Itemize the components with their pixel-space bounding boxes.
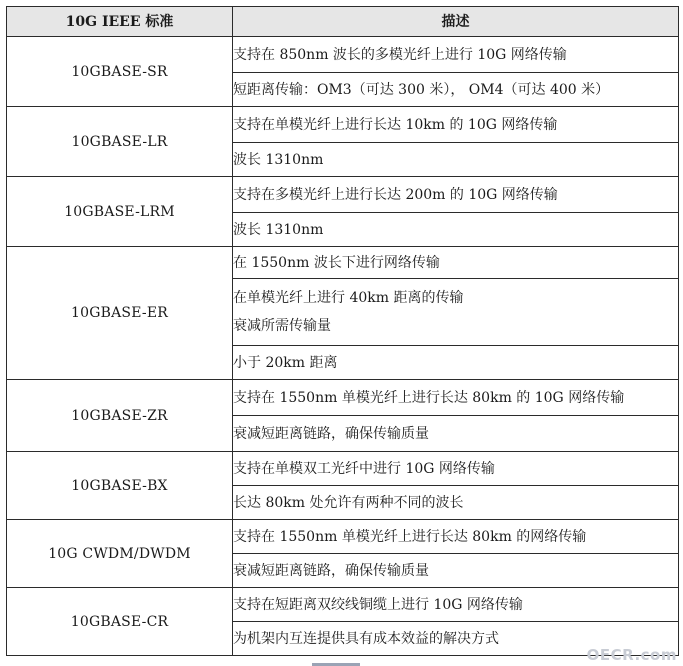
standard-cell: 10GBASE-CR [7, 588, 233, 656]
table-row [7, 380, 679, 416]
description-text: 在单模光纤上进行 40km 距离的传输 [233, 290, 464, 306]
standard-cell: 10GBASE-BX [7, 452, 233, 520]
description-text: 支持在 850nm 波长的多模光纤上进行 10G 网络传输 [233, 46, 567, 63]
description-text: 为机架内互连提供具有成本效益的解决方式 [233, 630, 499, 647]
description-text: 支持在单模双工光纤中进行 10G 网络传输 [233, 460, 495, 477]
table-header-row [7, 7, 679, 37]
description-text: 支持在单模光纤上进行长达 10km 的 10G 网络传输 [233, 116, 558, 133]
description-text: 支持在 1550nm 单模光纤上进行长达 80km 的 10G 网络传输 [233, 389, 625, 406]
description-text: 波长 1310nm [233, 151, 324, 168]
description-text: 支持在短距离双绞线铜缆上进行 10G 网络传输 [233, 596, 523, 613]
description-cell [233, 520, 679, 554]
description-cell [233, 486, 679, 520]
description-cell [233, 279, 679, 346]
description-text: 长达 80km 处允许有两种不同的波长 [233, 494, 464, 511]
table-row [7, 520, 679, 554]
standard-cell: 10GBASE-ER [7, 247, 233, 380]
spec-document [6, 6, 678, 660]
header-standard: 10G IEEE 标准 [7, 7, 233, 37]
description-cell [233, 554, 679, 588]
table-body [7, 37, 679, 656]
description-text: 支持在 1550nm 单模光纤上进行长达 80km 的网络传输 [233, 528, 587, 545]
description-cell [233, 380, 679, 416]
standard-cell: 10GBASE-LRM [7, 177, 233, 247]
description-text: 衰减所需传输量 [233, 318, 331, 334]
description-cell [233, 452, 679, 486]
description-cell [233, 588, 679, 622]
description-text: 衰减短距离链路，确保传输质量 [233, 562, 429, 579]
description-cell [233, 346, 679, 380]
description-cell [233, 107, 679, 143]
ieee-10g-standards-table [6, 6, 679, 656]
table-row [7, 588, 679, 622]
description-text: 衰减短距离链路，确保传输质量 [233, 425, 429, 442]
description-text: 小于 20km 距离 [233, 354, 338, 371]
description-text: 支持在多模光纤上进行长达 200m 的 10G 网络传输 [233, 186, 558, 203]
standard-cell: 10GBASE-SR [7, 37, 233, 107]
description-cell [233, 73, 679, 107]
description-cell [233, 143, 679, 177]
description-cell [233, 416, 679, 452]
table-row [7, 177, 679, 213]
table-row [7, 37, 679, 73]
description-text: 波长 1310nm [233, 221, 324, 238]
description-text: 在 1550nm 波长下进行网络传输 [233, 254, 440, 271]
standard-cell: 10GBASE-ZR [7, 380, 233, 452]
header-description: 描述 [233, 7, 679, 37]
table-row [7, 452, 679, 486]
description-cell [233, 177, 679, 213]
description-cell [233, 213, 679, 247]
description-text: 短距离传输：OM3（可达 300 米）， OM4（可达 400 米） [233, 81, 610, 98]
site-watermark: OECR.com [586, 646, 677, 664]
standard-cell: 10G CWDM/DWDM [7, 520, 233, 588]
description-cell [233, 37, 679, 73]
description-cell [233, 247, 679, 279]
table-row [7, 247, 679, 279]
table-row [7, 107, 679, 143]
standard-cell: 10GBASE-LR [7, 107, 233, 177]
